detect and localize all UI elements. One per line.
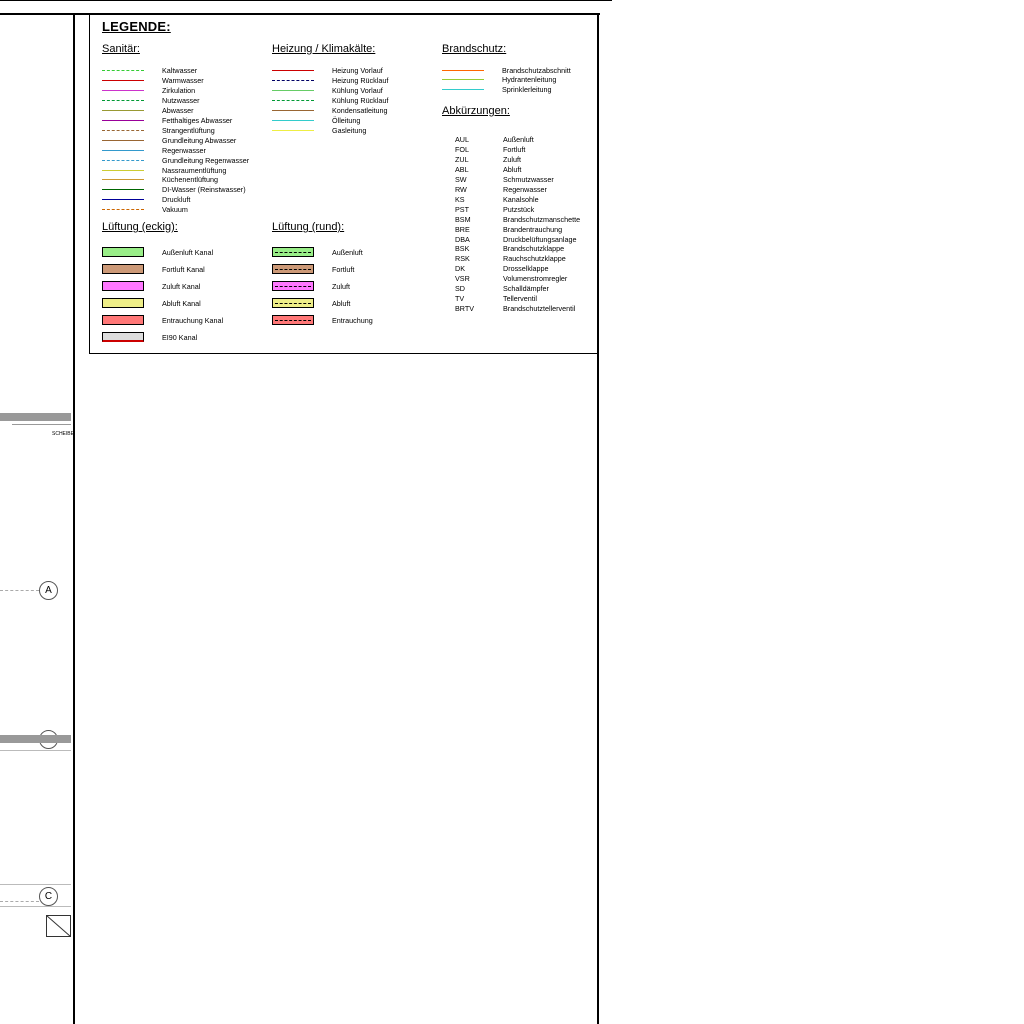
sanitaer-swatch [102, 120, 144, 121]
lueftung-eckig-label: Entrauchung Kanal [162, 316, 224, 325]
lueftung-eckig-label: Abluft Kanal [162, 299, 201, 308]
sanitaer-label: Küchenentlüftung [162, 175, 218, 185]
brandschutz-swatch [442, 89, 484, 90]
abbr-text: Regenwasser [503, 184, 547, 194]
abbr-text: Brandschutzklappe [503, 244, 565, 254]
brandschutz-heading: Brandschutz: [442, 43, 507, 55]
lueftung-rund-label: Außenluft [332, 248, 363, 257]
heizung-swatch [272, 80, 314, 81]
abbr-text: Brandentrauchung [503, 224, 563, 234]
abbr-code: ABL [455, 164, 469, 174]
abbr-text: Außenluft [503, 135, 534, 144]
abbr-text: Abluft [503, 164, 522, 174]
lueftung-rund-swatch [272, 315, 314, 325]
sanitaer-label: Nassraumentlüftung [162, 165, 227, 175]
lueftung-eckig-label: Zuluft Kanal [162, 282, 201, 291]
lueftung-eckig-swatch [102, 281, 144, 291]
lueftung-eckig-swatch [102, 298, 144, 308]
brandschutz-swatch [442, 70, 484, 71]
wall-segment [0, 413, 71, 421]
sanitaer-swatch [102, 170, 144, 171]
lueftung-rund-swatch [272, 247, 314, 257]
heizung-label: Kondensatleitung [332, 105, 388, 115]
sanitaer-label: Zirkulation [162, 85, 196, 95]
abbr-text: Zuluft [503, 154, 521, 164]
heizung-heading: Heizung / Klimakälte: [272, 43, 376, 55]
heizung-swatch [272, 100, 314, 101]
brandschutz-label: Hydrantenleitung [502, 75, 557, 85]
heizung-swatch [272, 120, 314, 121]
heizung-swatch [272, 70, 314, 71]
heizung-label: Heizung Rücklauf [332, 75, 389, 85]
lueftung-rund-label: Zuluft [332, 282, 350, 291]
abbr-text: Volumenstromregler [503, 274, 568, 284]
wall-line-4 [0, 906, 71, 907]
abbr-text: Drosselklappe [503, 264, 549, 274]
abbr-code: SW [455, 174, 467, 184]
lueftung-rund-label: Abluft [332, 299, 351, 308]
abkuerzungen-heading: Abkürzungen: [442, 105, 510, 117]
heizung-swatch [272, 110, 314, 111]
lueftung-rund-heading: Lüftung (rund): [272, 221, 345, 233]
wall-line-3 [0, 884, 71, 885]
abbr-code: PST [455, 204, 469, 214]
sanitaer-label: Warmwasser [162, 75, 204, 85]
sanitaer-label: Druckluft [162, 195, 191, 205]
sanitaer-swatch [102, 90, 144, 91]
lueftung-rund-swatch [272, 264, 314, 274]
sanitaer-label: Kaltwasser [162, 66, 198, 75]
abbr-code: DBA [455, 234, 470, 244]
sanitaer-swatch [102, 110, 144, 111]
lueftung-eckig-label: Außenluft Kanal [162, 248, 214, 257]
sanitaer-swatch [102, 70, 144, 71]
sanitaer-swatch [102, 199, 144, 200]
abbr-text: Tellerventil [503, 294, 537, 304]
legend-title: LEGENDE: [102, 19, 171, 34]
wall-line-2 [0, 750, 71, 751]
lueftung-eckig-heading: Lüftung (eckig): [102, 221, 178, 233]
sanitaer-label: Strangentlüftung [162, 125, 215, 135]
brandschutz-label: Brandschutzabschnitt [502, 66, 571, 75]
heizung-swatch [272, 130, 314, 131]
abbr-text: Schalldämpfer [503, 284, 549, 294]
heizung-label: Kühlung Vorlauf [332, 85, 383, 95]
axis-marker-a: A [39, 581, 58, 600]
abbr-code: FOL [455, 144, 469, 154]
sanitaer-swatch [102, 209, 144, 210]
abbr-text: Putzstück [503, 204, 535, 214]
sanitaer-label: Grundleitung Abwasser [162, 135, 237, 145]
wall-line [12, 424, 71, 425]
brandschutz-label: Sprinklerleitung [502, 84, 552, 94]
wall-segment-2 [0, 735, 71, 743]
sanitaer-swatch [102, 179, 144, 180]
sanitaer-label: Regenwasser [162, 145, 206, 155]
axis-marker-c: C [39, 887, 58, 906]
sanitaer-swatch [102, 160, 144, 161]
axis-line-c [0, 901, 39, 902]
abbr-code: TV [455, 294, 465, 304]
abbr-code: BRE [455, 224, 470, 234]
abbr-text: Schmutzwasser [503, 174, 554, 184]
abbr-text: Rauchschutzklappe [503, 254, 566, 264]
sanitaer-swatch [102, 189, 144, 190]
sanitaer-heading: Sanitär: [102, 43, 140, 55]
axis-line-a [0, 590, 39, 591]
abbr-code: BSM [455, 214, 471, 224]
abbr-code: ZUL [455, 154, 469, 164]
sanitaer-swatch [102, 130, 144, 131]
lueftung-rund-swatch [272, 281, 314, 291]
abbr-code: RSK [455, 254, 470, 264]
abbr-code: AUL [455, 135, 469, 144]
heizung-swatch [272, 90, 314, 91]
heizung-label: Ölleitung [332, 115, 361, 125]
lueftung-rund-centerline [275, 252, 311, 253]
brandschutz-swatch [442, 79, 484, 80]
duct-symbol [46, 915, 72, 939]
abbr-code: DK [455, 264, 465, 274]
lueftung-rund-label: Fortluft [332, 265, 355, 274]
lueftung-eckig-label: EI90 Kanal [162, 333, 198, 342]
heizung-label: Heizung Vorlauf [332, 66, 383, 75]
abbr-code: VSR [455, 274, 470, 284]
drawing-small-label: SCHEIBE [52, 431, 74, 437]
abbr-text: Kanalsohle [503, 194, 539, 204]
sanitaer-swatch [102, 150, 144, 151]
abbr-text: Brandschutzmanschette [503, 214, 581, 224]
abbr-code: BSK [455, 244, 470, 254]
sanitaer-label: DI-Wasser (Reinstwasser) [162, 185, 246, 195]
top-border-line-thin [0, 0, 612, 1]
lueftung-eckig-swatch [102, 332, 144, 342]
sanitaer-label: Nutzwasser [162, 95, 200, 105]
lueftung-rund-centerline [275, 320, 311, 321]
abbr-code: KS [455, 194, 465, 204]
sanitaer-swatch [102, 140, 144, 141]
lueftung-eckig-label: Fortluft Kanal [162, 265, 205, 274]
lueftung-eckig-swatch [102, 264, 144, 274]
lueftung-eckig-swatch [102, 315, 144, 325]
abbr-text: Druckbelüftungsanlage [503, 234, 577, 244]
abbr-code: RW [455, 184, 467, 194]
sanitaer-label: Grundleitung Regenwasser [162, 155, 250, 165]
sanitaer-label: Fetthaltiges Abwasser [162, 115, 233, 125]
heizung-label: Kühlung Rücklauf [332, 95, 389, 105]
abbr-code: BRTV [455, 304, 475, 314]
lueftung-rund-centerline [275, 286, 311, 287]
heizung-label: Gasleitung [332, 125, 367, 135]
lueftung-rund-centerline [275, 303, 311, 304]
sanitaer-swatch [102, 100, 144, 101]
lueftung-rund-swatch [272, 298, 314, 308]
lueftung-rund-label: Entrauchung [332, 316, 373, 325]
sanitaer-label: Abwasser [162, 105, 194, 115]
abbr-code: SD [455, 284, 465, 294]
abbr-text: Brandschutztellerventil [503, 304, 576, 314]
frame-left-line [73, 14, 75, 1024]
sanitaer-swatch [102, 80, 144, 81]
lueftung-eckig-swatch [102, 247, 144, 257]
abbr-text: Fortluft [503, 144, 526, 154]
lueftung-rund-centerline [275, 269, 311, 270]
sanitaer-label: Vakuum [162, 205, 188, 215]
